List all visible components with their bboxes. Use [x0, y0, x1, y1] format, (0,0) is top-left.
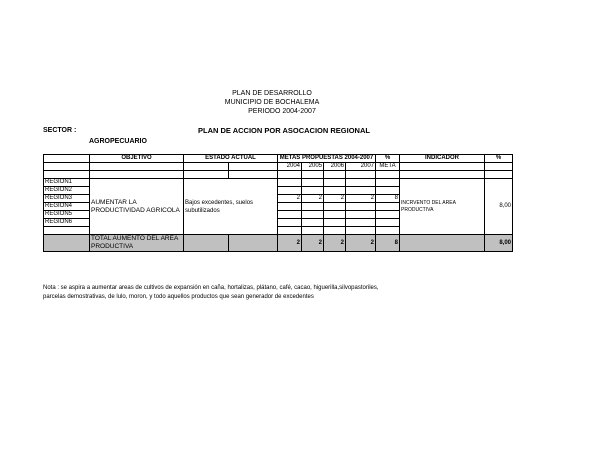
col-percent: %: [376, 155, 400, 163]
total-meta-value: 8: [376, 235, 400, 252]
years-row: [44, 163, 513, 171]
indicator-cell: INCRVENTO DEL AREA PRODUCTIVA: [400, 179, 485, 235]
header-municipio: MUNICIPIO DE BOCHALEMA: [224, 99, 320, 106]
value-cell: 2: [278, 195, 302, 203]
col-percent-2: %: [485, 155, 513, 163]
table-row: [44, 179, 513, 187]
plan-title: PLAN DE ACCION POR ASOCACION REGIONAL: [198, 126, 370, 135]
region-label: REGION5: [44, 211, 90, 219]
region-label: REGION4: [44, 203, 90, 211]
col-objetivo: OBJETIVO: [90, 155, 184, 163]
region-label: REGION6: [44, 219, 90, 227]
region-label: REGION1: [44, 179, 90, 187]
value-cell: 2: [302, 195, 324, 203]
note-line-2: parcelas demostrativas, de lulo, moron, y todo aquellos productos que sean generador de excedentes: [43, 294, 314, 300]
year-cell: 2004: [278, 163, 302, 171]
sector-label: SECTOR :: [43, 127, 77, 134]
total-label: TOTAL AUMENTO DEL AREA PRODUCTIVA: [90, 235, 184, 252]
total-percent: 8,00: [485, 235, 513, 252]
col-metas: METAS PROPUESTAS 2004-2007: [278, 155, 376, 163]
indicator-percent: 8,00: [485, 179, 513, 235]
estado-cell: Bajos excedentes, suelos subutilizados: [184, 179, 278, 235]
meta-value-cell: 8: [376, 195, 400, 203]
year-cell: 2007: [346, 163, 376, 171]
col-indicador: INDICADOR: [400, 155, 485, 163]
total-value: 2: [346, 235, 376, 252]
total-value: 2: [324, 235, 346, 252]
year-cell: 2005: [302, 163, 324, 171]
sector-value: AGROPECUARIO: [89, 138, 147, 145]
objective-cell: AUMENTAR LA PRODUCTIVIDAD AGRICOLA: [90, 179, 184, 235]
region-label: REGION3: [44, 195, 90, 203]
action-plan-table: [43, 154, 513, 252]
table-header-row: [44, 155, 513, 163]
total-row: [44, 235, 513, 252]
note-line-1: Nota : se aspira a aumentar areas de cultivos de expansión en caña, hortalizas, plátano, café, cacao, higuerilla,silvopastoriles,: [43, 285, 379, 291]
total-value: 2: [278, 235, 302, 252]
region-label: REGION2: [44, 187, 90, 195]
value-cell: 2: [346, 195, 376, 203]
header-periodo: PERIODO 2004-2007: [248, 108, 316, 115]
col-estado-actual: ESTADO ACTUAL: [184, 155, 278, 163]
meta-label: META: [376, 163, 400, 171]
spacer-row: [44, 171, 513, 179]
year-cell: 2006: [324, 163, 346, 171]
header-plan: PLAN DE DESARROLLO: [232, 90, 312, 97]
value-cell: 2: [324, 195, 346, 203]
total-value: 2: [302, 235, 324, 252]
